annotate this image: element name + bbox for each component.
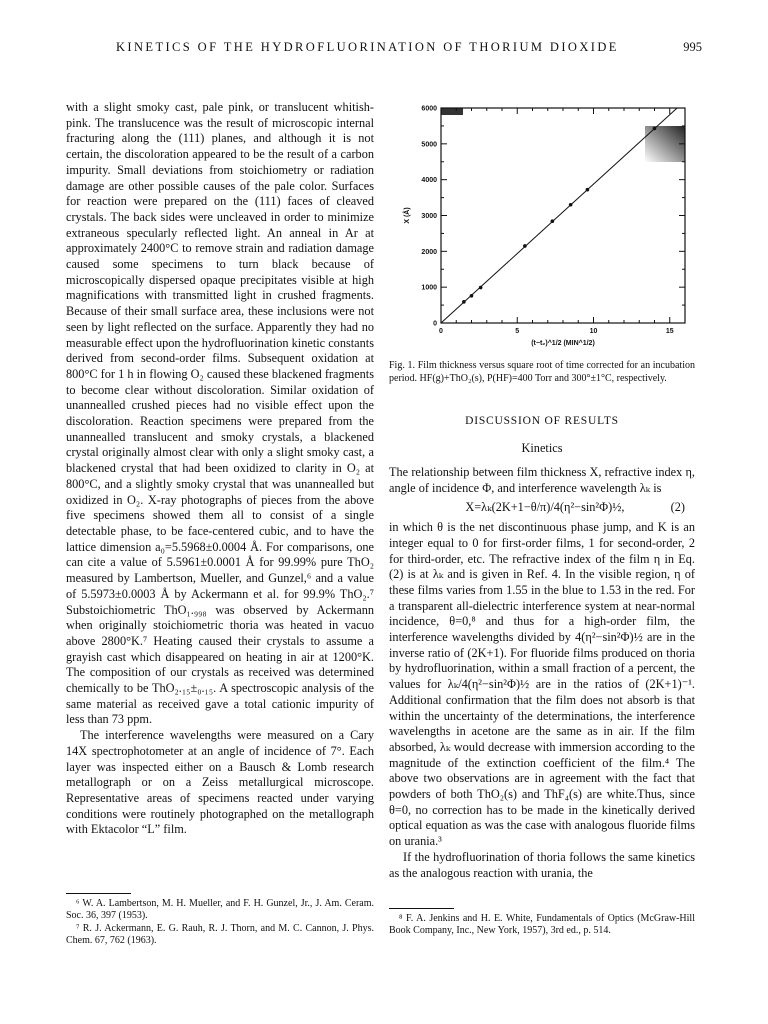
x-tick-label: 5 (515, 328, 520, 335)
data-point (586, 188, 590, 192)
running-title: KINETICS OF THE HYDROFLUORINATION OF THORIUM DIOXIDE (116, 40, 619, 54)
body-paragraph: in which θ is the net discontinuous phase jump, and K is an integer equal to 0 for first-order films, 1 for second-order, 2 for third-order, etc. The refractive index of the film η in Eq. (2) is at λₖ and is given in Ref. 4. In the visible region, η of these films varies from 1.55 in the blue to 1.53 in the red. For a transparent all-dielectric interference system at near-normal incidence, θ=0,⁸ and thus for a high-order film, the interference wavelengths divided by 4(η²−sin²Φ)½ are in the inverse ratio of (2K+1). For fluoride films produced on thoria by hydrofluorination, within a small fraction of a percent, the values for λₖ/4(η²−sin²Φ)½ are in the ratios of (2K+1)⁻¹. Additional confirmation that the film does not absorb is that within the uncertainty of the determinations, the interference wavelengths in acetone are the same as in air. If the film absorbed, λₖ would decrease with immersion according to the magnitude of the extinction coefficient of the film.⁴ The above two observations are in agreement with the fact that powders of both ThO₂(s) and ThF₄(s) are white.Thus, since θ=0, no correction has to be made in the kinetically derived optical equation as was the case with analogous fluoride films on urania.³ (389, 520, 695, 849)
body-paragraph: The interference wavelengths were measured on a Cary 14X spectrophotometer at an angle of incidence of 7°. Each layer was inspected either on a Bausch & Lomb research metallograph or on a Zeiss metallurgical microscope. Representative areas of specimens reacted under varying conditions were routinely photographed on the metallograph with Ektacolor “L” film. (66, 728, 374, 837)
data-point (551, 219, 555, 223)
body-paragraph: with a slight smoky cast, pale pink, or translucent whitish-pink. The translucence was the result of microscopic internal fracturing along the (111) planes, and although it is not certain, the discoloration appeared to be the result of a carbon impurity. Small deviations from stoichiometry or radiation damage are other possible causes of the pale color. Surfaces for reaction were prepared on the (111) faces of cleaved crystals. The back sides were uncleaved in order to minimize extraneous specularly reflected light. An anneal in Ar at approximately 2400°C to remove strain and radiation damage caused some specimens to turn black because of microscopically dispersed opaque precipitates visible at high magnifications with transmitted light in crushed fragments. Because of their small surface area, these inclusions were not seen by light reflected on the surface. Apparently they had no measurable effect upon the hydrofluorination kinetic constants derived from second-order films. Subsequent oxidation at 800°C for 1 h in flowing O₂ caused these blackened fragments to become clear without discoloration. Similar oxidation of unannealled crushed pieces had no visible effect upon the discoloration. Reaction specimens were prepared from the unannealled translucent and smoky crystals, a blackened crystal originally almost clear with only a slight smoky cast, a blackened crystal that had been oxidized to clarity in O₂ at 800°C, and a slightly smoky crystal that was unannealled but oxidized in O₂. X-ray photographs of pieces from the above five specimens showed them all to consist of a single detectable phase, to be face-centered cubic, and to have the lattice dimension a₀=5.5968±0.0004 Å. For comparisons, one can cite a value of 5.5961±0.0001 Å for 99.99% pure ThO₂ measured by Lambertson, Mueller, and Gunzel,⁶ and a value of 5.5973±0.0003 Å by Ackermann et al. for 99.9% ThO₂.⁷ Substoichiometric ThO₁.₉₉₈ was observed by Ackermann when originally stoichiometric thoria was heated in vacuo above 2800°K.⁷ Heating caused their crystals to assume a grayish cast which disappeared on heating in air at 1200°K. The composition of our crystals as received was determined chemically to be ThO₂.₁₅±₀.₁₅. A spectroscopic analysis of the same material as received gave a total cationic impurity of less than 73 ppm. (66, 100, 374, 727)
equation: X=λₖ(2K+1−θ/π)/4(η²−sin²Φ)½, (465, 500, 625, 515)
figure-caption: Fig. 1. Film thickness versus square root of time corrected for an incubation period. HF(g)+ThO₂(s), P(HF)=400 Torr and 300°±1°C, respectively. (389, 360, 695, 384)
subsection-heading: Kinetics (521, 441, 563, 455)
y-tick-label: 5000 (421, 141, 437, 149)
right-column (389, 465, 695, 881)
top-left-mark (441, 108, 463, 115)
section-heading: DISCUSSION OF RESULTS (465, 415, 619, 427)
page-number: 995 (683, 40, 702, 54)
x-axis-title: (t−t₂)^1/2 (MIN^1/2) (531, 340, 595, 347)
footnote: ⁸ F. A. Jenkins and H. E. White, Fundamentals of Optics (McGraw-Hill Book Company, Inc., New York, 1957), 3rd ed., p. 514. (389, 913, 695, 937)
data-point (523, 244, 527, 248)
y-tick-label: 6000 (421, 105, 437, 113)
data-point (470, 294, 474, 298)
footnote: ⁷ R. J. Ackermann, E. G. Rauh, R. J. Thorn, and M. C. Cannon, J. Phys. Chem. 67, 762 (1963). (66, 922, 374, 946)
equation-number: (2) (670, 500, 685, 515)
chart (389, 100, 702, 355)
figure-1 (389, 100, 702, 400)
data-point (569, 203, 573, 207)
y-tick-label: 0 (433, 320, 437, 328)
footnote: ⁶ W. A. Lambertson, M. H. Mueller, and F. H. Gunzel, Jr., J. Am. Ceram. Soc. 36, 397 (1953). (66, 898, 374, 922)
y-axis-title: X (Å) (404, 207, 411, 224)
x-tick-label: 0 (439, 328, 443, 335)
body-paragraph: The relationship between film thickness X, refractive index η, angle of incidence Φ, and interference wavelength λₖ is (389, 465, 695, 495)
y-tick-label: 2000 (421, 248, 437, 256)
left-column (66, 100, 374, 838)
fit-line (441, 108, 677, 323)
data-point (653, 127, 657, 131)
y-tick-label: 4000 (421, 177, 437, 185)
footnotes-left (66, 898, 374, 947)
y-tick-label: 3000 (421, 213, 437, 220)
x-tick-label: 15 (665, 328, 674, 335)
y-tick-label: 1000 (421, 284, 437, 292)
footnotes-right (389, 913, 695, 938)
footnote-rule (66, 893, 131, 894)
body-paragraph: If the hydrofluorination of thoria follows the same kinetics as the analogous reaction with urania, the (389, 849, 695, 880)
equation-2 (389, 500, 695, 516)
data-point (462, 300, 466, 304)
x-tick-label: 10 (589, 328, 598, 335)
data-point (479, 286, 483, 290)
page-header (66, 40, 702, 60)
footnote-rule (389, 908, 454, 909)
